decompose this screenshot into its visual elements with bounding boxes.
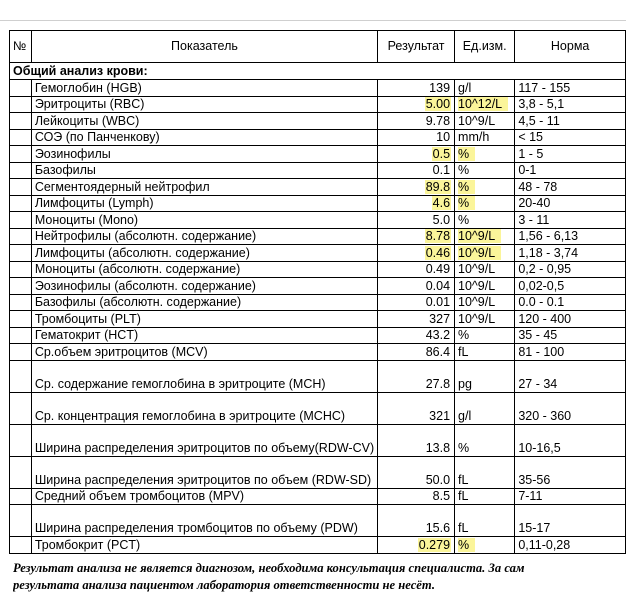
result-cell: [378, 344, 455, 361]
result-cell: [378, 212, 455, 229]
parameter-name: Ср. концентрация гемоглобина в эритроците (MCHC): [31, 392, 377, 424]
result-value: 27.8: [425, 376, 451, 391]
result-cell: [378, 195, 455, 212]
unit-cell: [455, 179, 515, 196]
result-value: 89.8: [425, 179, 451, 194]
table-row: [10, 424, 626, 456]
row-number-cell: [10, 162, 32, 179]
unit-value: fL: [458, 344, 469, 359]
norm-value: 0,11-0,28: [515, 537, 626, 554]
row-number-cell: [10, 360, 32, 392]
row-number-cell: [10, 344, 32, 361]
unit-cell: [455, 96, 515, 113]
row-number-cell: [10, 311, 32, 328]
unit-value: g/l: [458, 80, 472, 95]
result-cell: [378, 456, 455, 488]
table-row: [10, 392, 626, 424]
result-value: 0.5: [432, 146, 451, 161]
table-row: [10, 212, 626, 229]
table-row: [10, 360, 626, 392]
norm-value: 10-16,5: [515, 424, 626, 456]
result-value: 43.2: [425, 328, 451, 342]
result-value: 86.4: [425, 344, 451, 359]
parameter-name: Эозинофилы (абсолютн. содержание): [31, 278, 377, 295]
table-row: [10, 488, 626, 505]
table-row: [10, 311, 626, 328]
section-title: Общий анализ крови:: [10, 63, 626, 80]
unit-value: 10^9/L: [458, 311, 496, 326]
table-header-row: [10, 31, 626, 63]
parameter-name: Гемоглобин (HGB): [31, 80, 377, 97]
norm-value: 20-40: [515, 195, 626, 212]
header-result: Результат: [378, 31, 455, 63]
result-value: 9.78: [425, 113, 451, 128]
disclaimer-line-2: результата анализа пациентом лаборатория ответственности не несёт.: [13, 578, 435, 592]
unit-value: %: [458, 440, 470, 455]
result-cell: [378, 261, 455, 278]
table-row: [10, 344, 626, 361]
norm-value: 1,18 - 3,74: [515, 245, 626, 262]
result-cell: [378, 245, 455, 262]
norm-value: 120 - 400: [515, 311, 626, 328]
result-value: 0.46: [425, 245, 451, 260]
unit-cell: [455, 360, 515, 392]
unit-cell: [455, 129, 515, 146]
unit-value: fL: [458, 472, 469, 487]
parameter-name: Гематокрит (HCT): [31, 327, 377, 344]
table-row: [10, 146, 626, 163]
unit-cell: [455, 311, 515, 328]
blood-test-table: [9, 30, 626, 554]
parameter-name: Ширина распределения тромбоцитов по объему (PDW): [31, 505, 377, 537]
result-value: 0.49: [425, 262, 451, 276]
row-number-cell: [10, 537, 32, 554]
row-number-cell: [10, 392, 32, 424]
row-number-cell: [10, 96, 32, 113]
disclaimer-line-1: Результат анализа не является диагнозом, необходима консультация специалиста. За сам: [13, 561, 525, 575]
result-cell: [378, 129, 455, 146]
result-cell: [378, 311, 455, 328]
table-row: [10, 96, 626, 113]
unit-cell: [455, 261, 515, 278]
unit-cell: [455, 212, 515, 229]
unit-cell: [455, 278, 515, 295]
result-cell: [378, 424, 455, 456]
unit-value: %: [458, 180, 475, 194]
table-row: [10, 245, 626, 262]
parameter-name: Базофилы: [31, 162, 377, 179]
unit-cell: [455, 344, 515, 361]
unit-value: 10^9/L: [458, 262, 496, 276]
parameter-name: Моноциты (Mono): [31, 212, 377, 229]
parameter-name: Средний объем тромбоцитов (MPV): [31, 488, 377, 505]
unit-cell: [455, 195, 515, 212]
table-row: [10, 80, 626, 97]
parameter-name: Нейтрофилы (абсолютн. содержание): [31, 228, 377, 245]
disclaimer: [13, 560, 626, 594]
unit-value: %: [458, 147, 475, 161]
norm-value: 117 - 155: [515, 80, 626, 97]
unit-value: %: [458, 196, 475, 210]
norm-value: 35-56: [515, 456, 626, 488]
row-number-cell: [10, 327, 32, 344]
norm-value: 15-17: [515, 505, 626, 537]
row-number-cell: [10, 228, 32, 245]
result-value: 13.8: [425, 440, 451, 455]
result-cell: [378, 146, 455, 163]
unit-cell: [455, 537, 515, 554]
unit-cell: [455, 294, 515, 311]
row-number-cell: [10, 179, 32, 196]
result-value: 8.5: [432, 489, 451, 503]
unit-cell: [455, 392, 515, 424]
result-value: 8.78: [425, 229, 451, 243]
result-cell: [378, 96, 455, 113]
parameter-name: Ср. содержание гемоглобина в эритроците (MCH): [31, 360, 377, 392]
result-value: 0.04: [425, 278, 451, 293]
unit-value: fL: [458, 521, 469, 535]
result-value: 327: [429, 311, 451, 326]
result-value: 15.6: [425, 521, 451, 535]
parameter-name: Эритроциты (RBC): [31, 96, 377, 113]
parameter-name: Базофилы (абсолютн. содержание): [31, 294, 377, 311]
table-row: [10, 179, 626, 196]
result-cell: [378, 113, 455, 130]
norm-value: < 15: [515, 129, 626, 146]
row-number-cell: [10, 488, 32, 505]
table-row: [10, 294, 626, 311]
norm-value: 0-1: [515, 162, 626, 179]
parameter-name: Ширина распределения эритроцитов по объему(RDW-CV): [31, 424, 377, 456]
norm-value: 27 - 34: [515, 360, 626, 392]
norm-value: 0,02-0,5: [515, 278, 626, 295]
unit-cell: [455, 80, 515, 97]
parameter-name: Лимфоциты (Lymph): [31, 195, 377, 212]
result-value: 50.0: [425, 472, 451, 487]
result-cell: [378, 228, 455, 245]
norm-value: 320 - 360: [515, 392, 626, 424]
unit-value: 10^9/L: [458, 278, 496, 293]
table-row: [10, 327, 626, 344]
unit-cell: [455, 505, 515, 537]
result-value: 5.0: [432, 212, 451, 227]
result-value: 4.6: [432, 196, 451, 210]
result-cell: [378, 162, 455, 179]
row-number-cell: [10, 113, 32, 130]
parameter-name: Эозинофилы: [31, 146, 377, 163]
unit-value: mm/h: [458, 130, 490, 144]
norm-value: 81 - 100: [515, 344, 626, 361]
header-unit: Ед.изм.: [455, 31, 515, 63]
norm-value: 7-11: [515, 488, 626, 505]
norm-value: 0.0 - 0.1: [515, 294, 626, 311]
row-number-cell: [10, 278, 32, 295]
table-row: [10, 278, 626, 295]
result-value: 321: [429, 408, 451, 423]
parameter-name: Сегментоядерный нейтрофил: [31, 179, 377, 196]
unit-value: %: [458, 163, 470, 177]
norm-value: 35 - 45: [515, 327, 626, 344]
parameter-name: СОЭ (по Панченкову): [31, 129, 377, 146]
result-value: 139: [429, 80, 451, 95]
result-cell: [378, 505, 455, 537]
unit-cell: [455, 424, 515, 456]
result-cell: [378, 278, 455, 295]
result-cell: [378, 80, 455, 97]
table-row: [10, 261, 626, 278]
unit-cell: [455, 228, 515, 245]
parameter-name: Тромбоциты (PLT): [31, 311, 377, 328]
parameter-name: Тромбокрит (PCT): [31, 537, 377, 554]
unit-value: %: [458, 328, 470, 342]
row-number-cell: [10, 212, 32, 229]
row-number-cell: [10, 261, 32, 278]
result-cell: [378, 537, 455, 554]
table-row: [10, 505, 626, 537]
table-row: [10, 195, 626, 212]
result-value: 0.1: [432, 163, 451, 177]
unit-cell: [455, 456, 515, 488]
unit-cell: [455, 146, 515, 163]
parameter-name: Лейкоциты (WBC): [31, 113, 377, 130]
unit-value: fL: [458, 489, 469, 503]
parameter-name: Лимфоциты (абсолютн. содержание): [31, 245, 377, 262]
page-top-divider: [0, 20, 626, 21]
table-row: [10, 228, 626, 245]
header-parameter: Показатель: [31, 31, 377, 63]
row-number-cell: [10, 456, 32, 488]
unit-value: %: [458, 538, 475, 552]
unit-value: 10^9/L: [458, 295, 496, 309]
norm-value: 4,5 - 11: [515, 113, 626, 130]
norm-value: 48 - 78: [515, 179, 626, 196]
result-cell: [378, 327, 455, 344]
unit-value: g/l: [458, 408, 472, 423]
unit-value: 10^9/L: [458, 113, 496, 128]
norm-value: 3 - 11: [515, 212, 626, 229]
unit-value: 10^9/L: [458, 229, 501, 243]
result-value: 10: [436, 130, 451, 144]
result-value: 0.01: [425, 295, 451, 309]
table-row: [10, 456, 626, 488]
result-cell: [378, 488, 455, 505]
parameter-name: Ср.объем эритроцитов (MCV): [31, 344, 377, 361]
row-number-cell: [10, 294, 32, 311]
parameter-name: Моноциты (абсолютн. содержание): [31, 261, 377, 278]
row-number-cell: [10, 505, 32, 537]
unit-cell: [455, 488, 515, 505]
norm-value: 0,2 - 0,95: [515, 261, 626, 278]
unit-value: 10^9/L: [458, 246, 501, 260]
unit-value: pg: [458, 376, 472, 391]
result-cell: [378, 392, 455, 424]
row-number-cell: [10, 245, 32, 262]
norm-value: 1,56 - 6,13: [515, 228, 626, 245]
unit-cell: [455, 327, 515, 344]
unit-cell: [455, 162, 515, 179]
section-row: [10, 63, 626, 80]
unit-value: 10^12/L: [458, 97, 508, 111]
table-row: [10, 162, 626, 179]
norm-value: 1 - 5: [515, 146, 626, 163]
table-row: [10, 537, 626, 554]
result-value: 0.279: [418, 537, 451, 552]
table-row: [10, 113, 626, 130]
header-norm: Норма: [515, 31, 626, 63]
result-cell: [378, 179, 455, 196]
result-cell: [378, 294, 455, 311]
result-value: 5.00: [425, 97, 451, 111]
row-number-cell: [10, 146, 32, 163]
unit-cell: [455, 113, 515, 130]
parameter-name: Ширина распределения эритроцитов по объем (RDW-SD): [31, 456, 377, 488]
row-number-cell: [10, 80, 32, 97]
norm-value: 3,8 - 5,1: [515, 96, 626, 113]
table-row: [10, 129, 626, 146]
row-number-cell: [10, 129, 32, 146]
result-cell: [378, 360, 455, 392]
unit-cell: [455, 245, 515, 262]
row-number-cell: [10, 424, 32, 456]
unit-value: %: [458, 212, 470, 227]
header-number: №: [10, 31, 32, 63]
row-number-cell: [10, 195, 32, 212]
